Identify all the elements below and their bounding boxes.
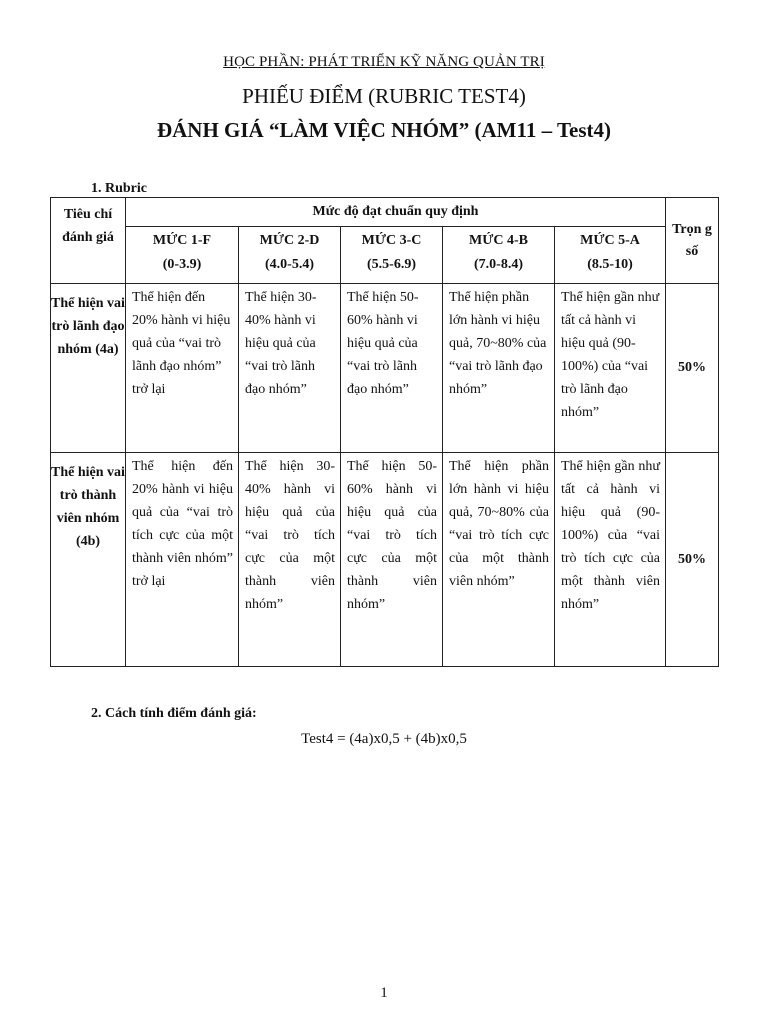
level-description: Thể hiện 30-40% hành vi hiệu quả của “vai trò lãnh đạo nhóm” (239, 284, 341, 453)
table-row (51, 453, 719, 667)
document-subtitle: ĐÁNH GIÁ “LÀM VIỆC NHÓM” (AM11 – Test4) (156, 118, 612, 142)
level-description: Thể hiện đến 20% hành vi hiệu quả của “vai trò lãnh đạo nhóm” trở lại (126, 284, 239, 453)
level-range: (5.5-6.9) (367, 257, 416, 272)
level-header (443, 227, 555, 284)
document-title: PHIẾU ĐIỂM (RUBRIC TEST4) (242, 84, 526, 108)
level-description: Thể hiện gần như tất cả hành vi hiệu quả (90-100%) của “vai trò tích cực của một thành viên nhóm” (555, 453, 666, 667)
page-number: 1 (380, 985, 388, 1001)
level-name: MỨC 1-F (152, 233, 212, 248)
weight-header: Trọn g số (666, 198, 719, 284)
level-description: Thể hiện 30-40% hành vi hiệu quả của “vai trò tích cực của một thành viên nhóm” (239, 453, 341, 667)
level-description: Thể hiện phần lớn hành vi hiệu quả, 70~80% của “vai trò lãnh đạo nhóm” (443, 284, 555, 453)
level-name: MỨC 3-C (361, 233, 422, 248)
level-group-header: Mức độ đạt chuẩn quy định (126, 198, 666, 227)
level-description: Thể hiện gần như tất cả hành vi hiệu quả (90-100%) của “vai trò lãnh đạo nhóm” (555, 284, 666, 453)
table-header-row (51, 198, 719, 227)
rubric-table (50, 197, 719, 667)
level-header (239, 227, 341, 284)
criterion-cell: Thể hiện vai trò lãnh đạo nhóm (4a) (51, 284, 126, 453)
level-name: MỨC 2-D (259, 233, 320, 248)
level-header-row (51, 227, 719, 284)
scoring-formula: Test4 = (4a)x0,5 + (4b)x0,5 (301, 731, 467, 747)
level-range: (0-3.9) (162, 257, 202, 272)
level-range: (4.0-5.4) (265, 257, 314, 272)
level-description: Thể hiện 50-60% hành vi hiệu quả của “vai trò lãnh đạo nhóm” (341, 284, 443, 453)
level-description: Thể hiện phần lớn hành vi hiệu quả, 70~80% của “vai trò tích cực của một thành viên nhóm” (443, 453, 555, 667)
criteria-header: Tiêu chí đánh giá (51, 198, 126, 284)
section-scoring-heading: 2. Cách tính điểm đánh giá: (91, 706, 257, 721)
criterion-cell: Thể hiện vai trò thành viên nhóm (4b) (51, 453, 126, 667)
table-row (51, 284, 719, 453)
level-header (555, 227, 666, 284)
level-range: (8.5-10) (587, 257, 633, 272)
level-name: MỨC 5-A (580, 233, 640, 248)
section-rubric-heading: 1. Rubric (91, 181, 147, 196)
level-range: (7.0-8.4) (474, 257, 523, 272)
level-header (126, 227, 239, 284)
weight-cell: 50% (666, 284, 719, 453)
level-description: Thể hiện đến 20% hành vi hiệu quả của “vai trò tích cực của một thành viên nhóm” trở lại (126, 453, 239, 667)
course-title: HỌC PHẦN: PHÁT TRIỂN KỸ NĂNG QUẢN TRỊ (223, 54, 545, 70)
weight-cell: 50% (666, 453, 719, 667)
level-name: MỨC 4-B (469, 233, 528, 248)
level-header (341, 227, 443, 284)
level-description: Thể hiện 50-60% hành vi hiệu quả của “vai trò tích cực của một thành viên nhóm” (341, 453, 443, 667)
